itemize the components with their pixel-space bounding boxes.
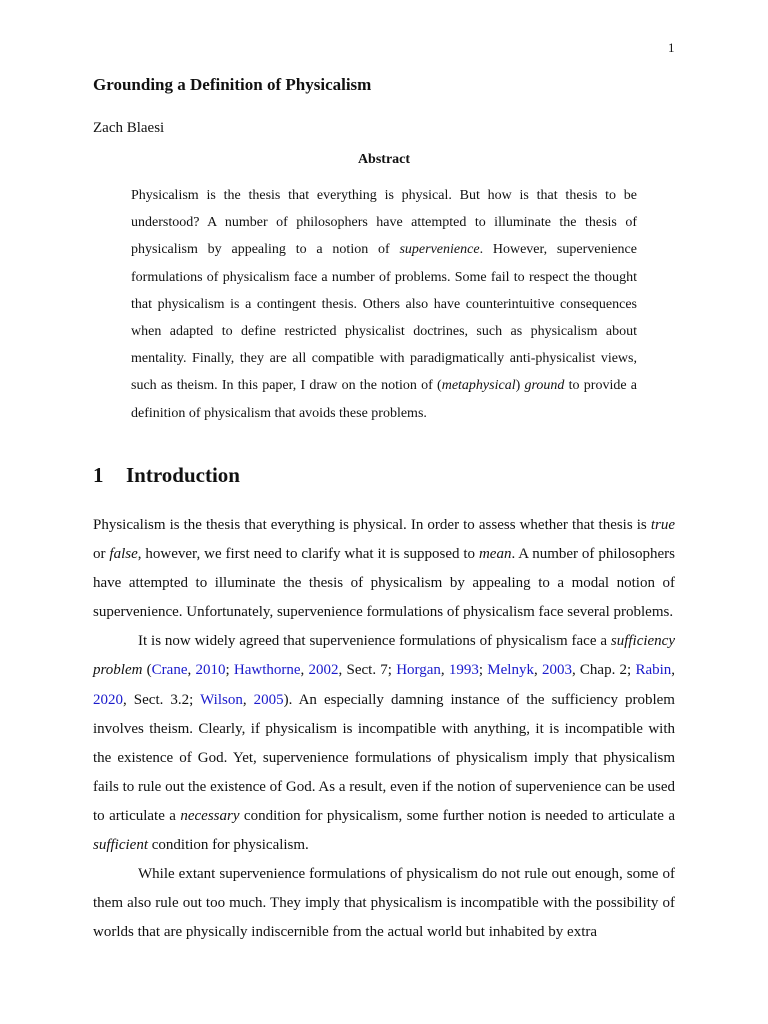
citation-link[interactable]: Rabin — [635, 662, 672, 679]
page-number: 1 — [668, 40, 675, 55]
abstract-emphasis: supervenience — [399, 242, 480, 258]
section-body — [93, 511, 675, 947]
citation-link[interactable]: Hawthorne — [233, 662, 301, 679]
section-title: Introduction — [126, 463, 240, 487]
citation-link[interactable]: 2010 — [195, 662, 226, 679]
abstract-emphasis: ground — [524, 378, 565, 394]
paragraph-3: While extant supervenience formulations of physicalism do not rule out enough, some of them also rule out too much. They imply that physicalism is incompatible with the possibility of worlds that are physically indiscernible from the actual world but inhabited by extra — [93, 866, 675, 941]
citation-link[interactable]: 2003 — [541, 662, 572, 679]
paragraph-1: Physicalism is the thesis that everything is physical. In order to assess whether that thesis is true or false, however, we first need to clarify what it is supposed to mean. A number of philosophers have attempted to illuminate the thesis of physicalism by appealing to a modal notion of supervenience. Unfortunately, supervenience formulations of physicalism face several problems. — [93, 517, 675, 621]
citation-link[interactable]: 2002 — [308, 662, 339, 679]
abstract-text: Physicalism is the thesis that everything is physical. But how is that thesis to be understood? A number of philosophers have attempted to illuminate the thesis of physicalism by appealing to a notion of supervenience. However, supervenience formulations of physicalism face a number of problems. Some fail to respect the thought that physicalism is a contingent thesis. Others also have counterintuitive consequences when adapted to define restricted physicalist doctrines, such as physicalism about mentality. Finally, they are all compatible with paradigmatically anti-physicalist views, such as theism. In this paper, I draw on the notion of (metaphysical) ground to provide a definition of physicalism that avoids these problems. — [131, 188, 638, 421]
section-number: 1 — [93, 463, 104, 487]
paragraph-2: It is now widely agreed that supervenience formulations of physicalism face a sufficiency problem (Crane, 2010; Hawthorne, 2002, Sect. 7; Horgan, 1993; Melnyk, 2003, Chap. 2; Rabin, 2020, Sect. 3.2; Wilson, 2005). An especially damning instance of the sufficiency problem involves theism. Clearly, if physicalism is incompatible with anything, it is incompatible with the existence of God. Yet, supervenience formulations of physicalism imply that physicalism fails to rule out the existence of God. As a result, even if the notion of supervenience can be used to articulate a necessary condition for physicalism, some further notion is needed to articulate a sufficient condition for physicalism. — [93, 633, 676, 854]
paper-title: Grounding a Definition of Physicalism — [93, 75, 372, 94]
abstract-heading: Abstract — [357, 152, 411, 167]
citation-link[interactable]: Wilson — [200, 691, 243, 708]
abstract-emphasis: metaphysical — [441, 378, 516, 394]
section-heading-introduction — [93, 463, 240, 488]
citation-link[interactable]: Crane — [151, 662, 188, 679]
citation-link[interactable]: 2005 — [253, 691, 284, 708]
citation-link[interactable]: 2020 — [93, 691, 123, 708]
citation-link[interactable]: 1993 — [448, 662, 479, 679]
author-name: Zach Blaesi — [93, 120, 165, 136]
citation-link[interactable]: Melnyk — [487, 662, 534, 679]
citation-link[interactable]: Horgan — [396, 662, 441, 679]
